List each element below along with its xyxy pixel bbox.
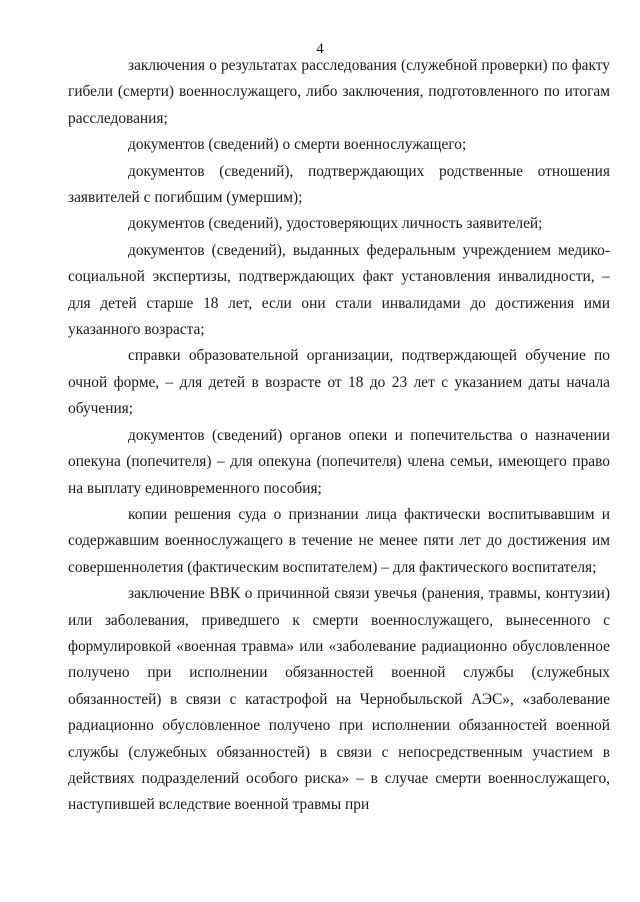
paragraph-education-certificate: справки образовательной организации, подтверждающей обучение по очной форме, – для детей в возрасте от 18 до 23 лет с указанием даты начала обучения; bbox=[68, 347, 610, 418]
paragraph-guardianship-documents: документов (сведений) органов опеки и попечительства о назначении опекуна (попечителя) – для опекуна (попечителя) члена семьи, имеющего право на выплату единовременного пособия; bbox=[68, 426, 610, 497]
paragraph-disability-documents: документов (сведений), выданных федеральным учреждением медико-социальной экспертизы, подтверждающих факт установления инвалидности, – для детей старше 18 лет, если они стали инвалидами до достижения ими указанного возраста; bbox=[68, 241, 610, 339]
document-body bbox=[68, 53, 610, 819]
paragraph-identity-documents: документов (сведений), удостоверяющих личность заявителей; bbox=[128, 215, 543, 233]
paragraph-medical-commission: заключение ВВК о причинной связи увечья (ранения, травмы, контузии) или заболевания, приведшего к смерти военнослужащего, вынесенного с формулировкой «военная травма» или «заболевание радиационно обусловленное получено при исполнении обязанностей военной службы (служебных обязанностей) в связи с катастрофой на Чернобыльской АЭС», «заболевание радиационно обусловленное получено при исполнении обязанностей военной службы (служебных обязанностей) в связи с непосредственным участием в действиях подразделений особого риска» – в случае смерти военнослужащего, наступившей вследствие военной травмы при bbox=[68, 585, 610, 814]
paragraph-investigation-conclusion: заключения о результатах расследования (служебной проверки) по факту гибели (смерти) военнослужащего, либо заключения, подготовленного по итогам расследования; bbox=[68, 57, 610, 127]
paragraph-kinship-documents: документов (сведений), подтверждающих родственные отношения заявителей с погибшим (умершим); bbox=[68, 162, 610, 207]
paragraph-death-documents: документов (сведений) о смерти военнослужащего; bbox=[128, 136, 467, 154]
page-number: 4 bbox=[316, 41, 324, 57]
paragraph-court-decision: копии решения суда о признании лица фактически воспитывавшим и содержавшим военнослужащего в течение не менее пяти лет до достижения им совершеннолетия (фактическим воспитателем) – для фактического воспитателя; bbox=[68, 505, 610, 576]
